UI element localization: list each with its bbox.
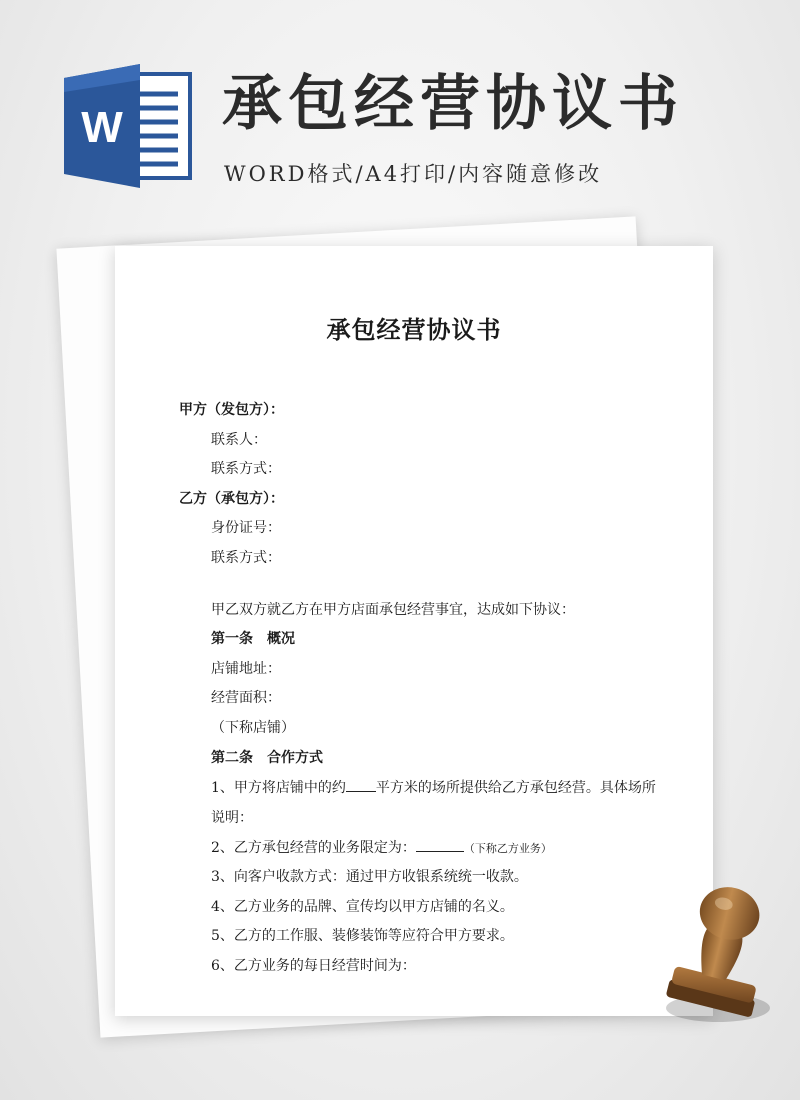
business-area: 经营面积： <box>211 690 281 707</box>
document-page <box>115 246 713 1016</box>
party-a-contact: 联系人： <box>211 431 267 448</box>
item-3: 3、向客户收款方式：通过甲方收银系统统一收款。 <box>211 868 528 885</box>
item-5: 5、乙方的工作服、装修装饰等应符合甲方要求。 <box>211 928 514 945</box>
shop-address: 店铺地址： <box>211 660 281 677</box>
word-logo-letter: W <box>81 103 123 152</box>
word-logo-icon <box>62 62 192 190</box>
party-b-label: 乙方（承包方）： <box>179 490 284 507</box>
hero-title: 承包经营协议书 <box>222 69 684 139</box>
item-6: 6、乙方业务的每日经营时间为： <box>211 957 416 974</box>
intro-paragraph: 甲乙双方就乙方在甲方店面承包经营事宜，达成如下协议： <box>211 601 575 618</box>
wooden-stamp-icon <box>648 880 778 1030</box>
document-title: 承包经营协议书 <box>326 315 502 344</box>
article-2-heading: 第二条 合作方式 <box>211 749 323 766</box>
shop-alias: （下称店铺） <box>211 719 295 736</box>
party-b-id: 身份证号： <box>211 520 281 537</box>
party-a-phone: 联系方式： <box>211 461 281 478</box>
document-body <box>179 396 659 981</box>
item-2: 2、乙方承包经营的业务限定为： （下称乙方业务） <box>179 833 659 863</box>
hero-subtitle: WORD格式/A4打印/内容随意修改 <box>224 162 603 186</box>
item-1: 1、甲方将店铺中的约 平方米的场所提供给乙方承包经营。具体场所说明： <box>179 773 659 833</box>
article-1-heading: 第一条 概况 <box>211 631 295 648</box>
party-a-label: 甲方（发包方）： <box>179 402 284 418</box>
item-4: 4、乙方业务的品牌、宣传均以甲方店铺的名义。 <box>211 898 514 915</box>
party-b-phone: 联系方式： <box>211 549 281 566</box>
